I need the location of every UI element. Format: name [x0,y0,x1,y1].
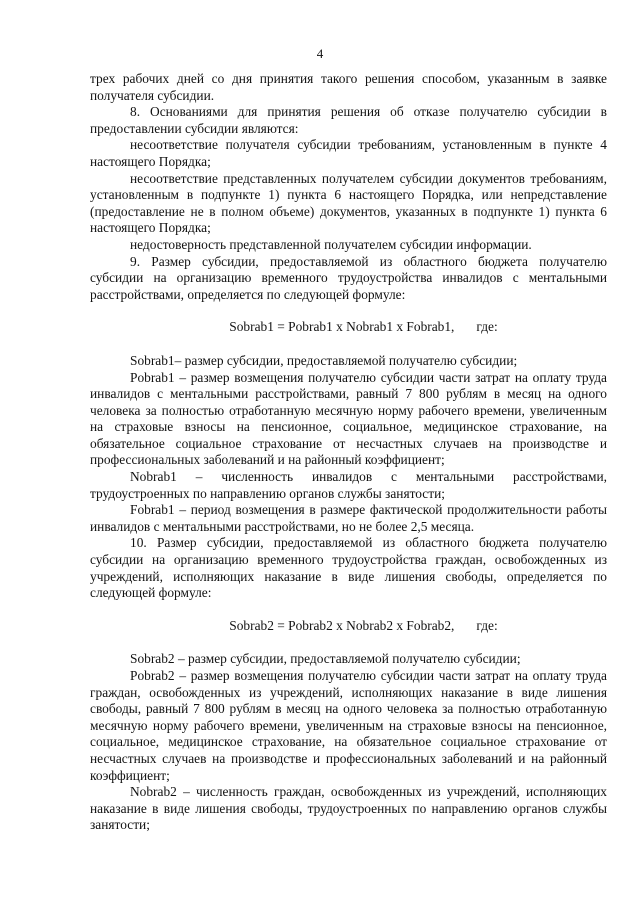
paragraphs-middle [90,353,607,602]
formula-1-where: где: [476,319,498,335]
paragraph-d1d: Fobrab1 – период возмещения в размере фактической продолжительности работы инвалидов с ментальными расстройствами, но не более 2,5 месяца. [90,502,607,534]
paragraph-p8a: несоответствие получателя субсидии требованиям, установленным в пункте 4 настоящего Порядка; [90,137,607,169]
paragraph-p8c: недостоверность представленной получателем субсидии информации. [130,236,532,252]
paragraph-d2a: Sobrab2 – размер субсидии, предоставляемой получателю субсидии; [130,651,521,667]
paragraph-d1a: Sobrab1– размер субсидии, предоставляемой получателю субсидии; [130,352,518,368]
formula-1-expression: Sobrab1 = Pobrab1 x Nobrab1 x Fobrab1, [229,319,455,335]
paragraph-d2c: Nobrab2 – численность граждан, освобожденных из учреждений, исполняющих наказание в виде лишения свободы, трудоустроенных по направлению органов службы занятости; [90,784,607,833]
paragraph-p10: 10. Размер субсидии, предоставляемой из областного бюджета получателю субсидии на организацию временного трудоустройства граждан, освобожденных из учреждений, исполняющих наказание в виде лишения свободы, определяется по следующей формуле: [90,535,607,601]
paragraph-p9: 9. Размер субсидии, предоставляемой из областного бюджета получателю субсидии на организацию временного трудоустройства инвалидов с ментальными расстройствами, определяется по следующей формуле: [90,253,607,302]
formula-2-expression: Sobrab2 = Pobrab2 x Nobrab2 x Fobrab2, [229,617,455,633]
paragraph-p8b: несоответствие представленных получателем субсидии документов требованиям, установленным в подпункте 1) пункта 6 настоящего Порядка, или непредставление (предоставление не в полном объеме) документов, указанных в подпункте 1) пункта 6 настоящего Порядка; [90,170,607,236]
paragraphs-top [90,71,607,303]
formula-2 [90,618,607,635]
page-number: 4 [316,46,324,61]
paragraph-p-cont: трех рабочих дней со дня принятия такого решения способом, указанным в заявке получателя субсидии. [90,71,607,103]
paragraph-d2b: Pobrab2 – размер возмещения получателю субсидии части затрат на оплату труда граждан, освобожденных из учреждений, исполняющих наказание в виде лишения свободы, равный 7 800 рублям в месяц на одного человека за полностью отработанную месячную норму рабочего времени, увеличенным на страховые взносы на пенсионное, социальное, медицинское страхование, на обязательное социальное страхование от несчастных случаев на производстве и профессиональных заболеваний и на районный коэффициент; [90,668,607,783]
formula-2-where: где: [476,617,498,633]
document-body [90,71,607,834]
formula-1 [90,319,607,336]
paragraph-p8: 8. Основаниями для принятия решения об отказе получателю субсидии в предоставлении субсидии являются: [90,104,607,136]
paragraph-d1c: Nobrab1 – численность инвалидов с ментальными расстройствами, трудоустроенных по направлению органов службы занятости; [90,469,607,501]
paragraphs-bottom [90,651,607,834]
paragraph-d1b: Pobrab1 – размер возмещения получателю субсидии части затрат на оплату труда инвалидов с ментальными расстройствами, равный 7 800 рублям в месяц на одного человека за полностью отработанную месячную норму рабочего времени, увеличенным на страховые взносы на пенсионное, социальное, медицинское страхование, на обязательное социальное страхование от несчастных случаев на производстве и профессиональных заболеваний и на районный коэффициент; [90,369,607,468]
